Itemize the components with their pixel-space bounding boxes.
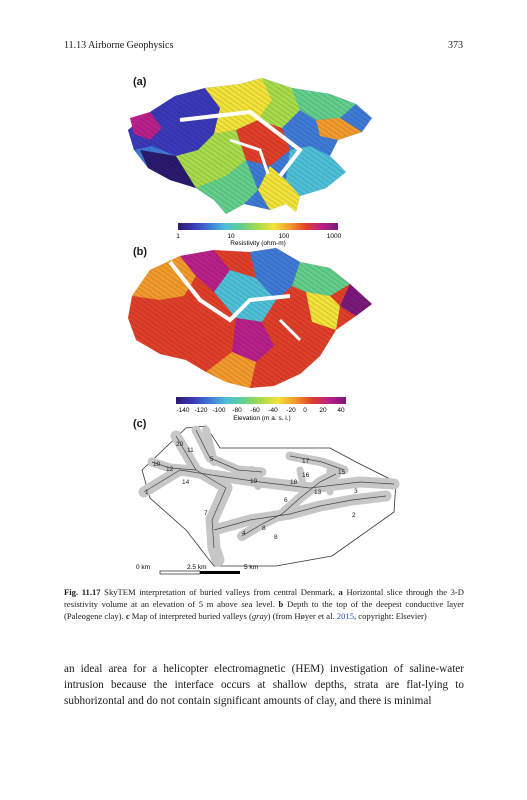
valley-number: 8 (262, 525, 266, 532)
colorbar-a-bar (178, 223, 338, 230)
valley-number: 11 (187, 447, 194, 454)
colorbar-b (176, 397, 346, 422)
colorbar-a-tick: 1 (176, 233, 180, 240)
colorbar-a-tick: 100 (278, 233, 290, 240)
valley-number: 7 (204, 510, 208, 517)
figure-caption (64, 586, 464, 622)
colorbar-b-tick: -140 (176, 407, 190, 414)
panel-b-label: (b) (133, 246, 148, 258)
reference-link[interactable]: 2015 (336, 611, 354, 621)
colorbar-b-title: Elevation (m a. s. l.) (233, 415, 291, 422)
scale-bar-label: 5 km (244, 564, 259, 571)
valley-number: 1 (145, 489, 149, 496)
caption-figure-label: Fig. 11.17 (64, 587, 101, 597)
valley-number: 4 (242, 530, 246, 537)
caption-text: SkyTEM interpretation of buried valleys from central Denmark. (100, 587, 339, 597)
valley-number: 10 (153, 461, 161, 468)
valley-number: 14 (182, 479, 190, 486)
valley-number: 6 (284, 497, 288, 504)
caption-part-label: b (278, 599, 284, 609)
colorbar-a-tick: 1000 (326, 233, 342, 240)
caption-text: Map of interpreted buried valleys ( (129, 611, 252, 621)
colorbar-b-tick: -40 (268, 407, 278, 414)
panel-c-label: (c) (133, 418, 147, 430)
colorbar-b-tick: -20 (286, 407, 296, 414)
colorbar-b-tick: 20 (319, 407, 327, 414)
colorbar-b-tick: -100 (212, 407, 226, 414)
valley-number: 13 (314, 489, 322, 496)
colorbar-b-bar (176, 397, 346, 404)
valley-number: 15 (338, 469, 346, 476)
valley-number: 17 (302, 458, 310, 465)
panel-a-label: (a) (133, 76, 147, 88)
caption-text: ) (from Høyer et al. (267, 611, 337, 621)
valley-number: 5 (210, 456, 214, 463)
panel-a-map (128, 78, 372, 214)
caption-text: Horizontal slice through the 3-D resistivity volume at an elevation of 5 m above sea level. (64, 587, 464, 609)
colorbar-b-tick: -80 (232, 407, 242, 414)
colorbar-b-tick: 0 (303, 407, 307, 414)
caption-part-label: c (125, 611, 130, 621)
panel-c-map (136, 426, 396, 574)
valley-number: 19 (250, 478, 258, 485)
valley-number: 16 (302, 472, 310, 479)
valley-number: 18 (290, 479, 298, 486)
scale-bar-label: 0 km (136, 564, 151, 571)
caption-italic-word: gray (251, 611, 268, 621)
caption-part-label: a (338, 587, 343, 597)
body-paragraph: an ideal area for a helicopter electromagnetic (HEM) investigation of saline-water intrusion because the interface occurs at shallow depths, strata are flat-lying to subhorizontal and do not contain significant amounts of clay, and there is minimal (64, 663, 464, 707)
colorbar-b-tick: 40 (337, 407, 345, 414)
colorbar-b-tick: -60 (250, 407, 260, 414)
valley-number: 3 (354, 488, 358, 495)
valley-number: 8 (274, 534, 278, 541)
caption-text: , copyright: Elsevier) (353, 611, 427, 621)
running-header-section: 11.13 Airborne Geophysics (64, 40, 174, 51)
scale-bar-label: 2.5 km (187, 564, 207, 571)
valley-number: 20 (176, 441, 184, 448)
page-number: 373 (448, 40, 463, 51)
colorbar-a-tick: 10 (227, 233, 235, 240)
panel-b-map (128, 248, 372, 388)
valley-number: 12 (166, 466, 174, 473)
colorbar-a (176, 223, 341, 247)
caption-text: Depth to the top of the deepest conductive layer (Paleogene clay). (64, 599, 464, 621)
valley-number: 2 (352, 512, 356, 519)
colorbar-b-tick: -120 (194, 407, 208, 414)
colorbar-a-title: Resistivity (ohm-m) (230, 240, 286, 247)
